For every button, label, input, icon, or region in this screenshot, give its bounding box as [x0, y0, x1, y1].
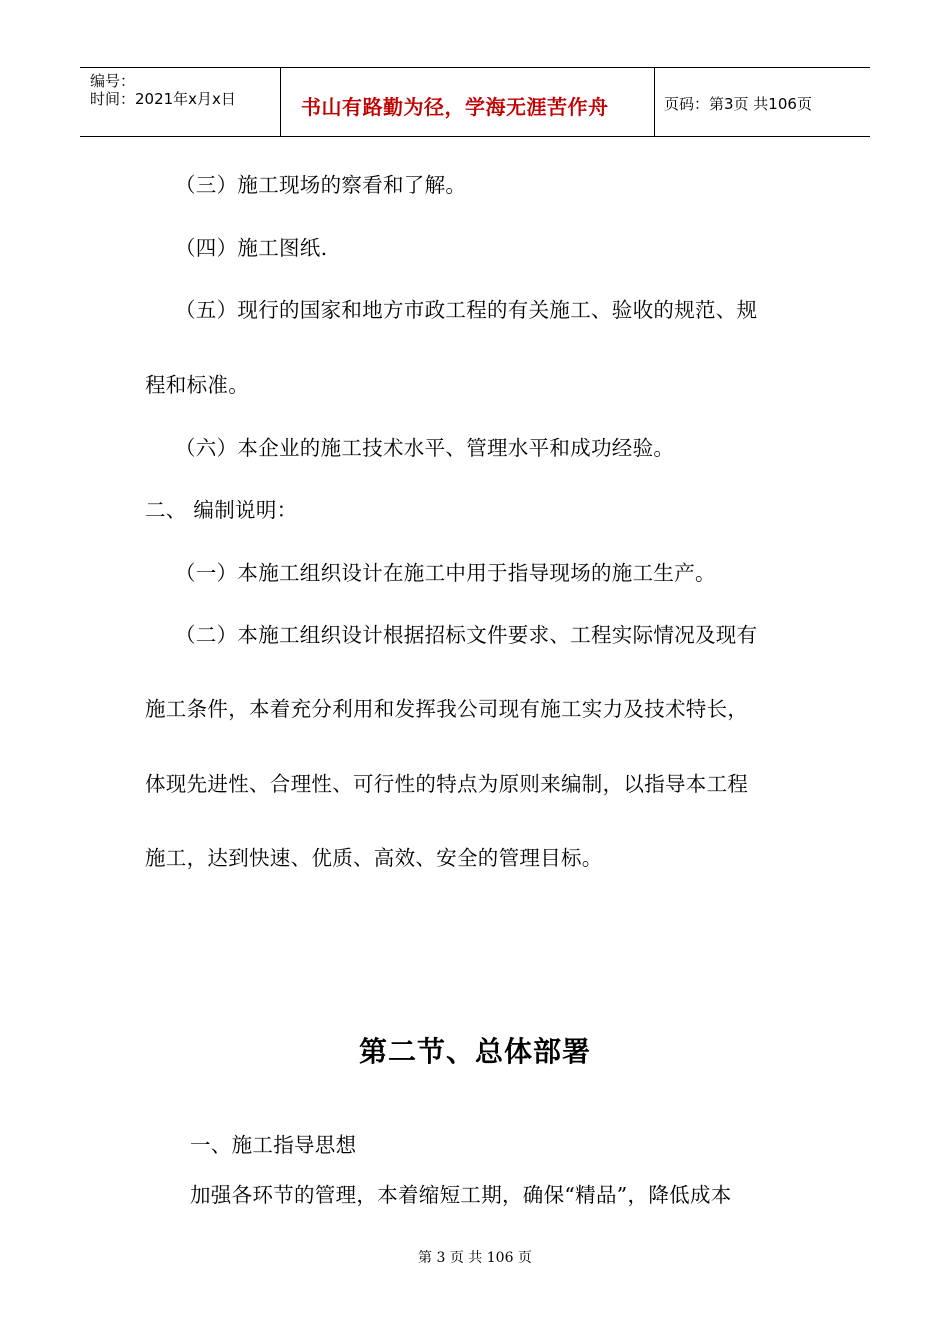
paragraph-enterprise-level: （六）本企业的施工技术水平、管理水平和成功经验。	[175, 436, 675, 460]
paragraph-note-two: （二）本施工组织设计根据招标文件要求、工程实际情况及现有	[175, 623, 758, 647]
section-title: 第二节、总体部署	[358, 1035, 591, 1068]
document-date-label: 时间：2021年x月x日	[90, 90, 236, 108]
heading-compilation-notes: 二、 编制说明：	[145, 498, 298, 522]
header-motto-cell	[280, 68, 655, 136]
document-number-label: 编号：	[90, 72, 136, 90]
paragraph-regulations: （五）现行的国家和地方市政工程的有关施工、验收的规范、规	[175, 298, 758, 322]
paragraph-site-inspection: （三）施工现场的察看和了解。	[175, 173, 467, 197]
paragraph-note-two-cont-1: 施工条件，本着充分利用和发挥我公司现有施工实力及技术特长，	[145, 697, 749, 721]
page-header	[80, 67, 870, 137]
paragraph-note-two-cont-2: 体现先进性、合理性、可行性的特点为原则来编制，以指导本工程	[145, 772, 749, 796]
page-footer: 第 3 页 共 106 页	[418, 1250, 532, 1266]
paragraph-note-one: （一）本施工组织设计在施工中用于指导现场的施工生产。	[175, 561, 716, 585]
header-info-cell	[80, 68, 280, 136]
header-page-cell	[655, 68, 870, 136]
paragraph-guiding-idea: 加强各环节的管理，本着缩短工期，确保“精品”，降低成本	[190, 1183, 732, 1207]
paragraph-regulations-cont: 程和标准。	[145, 373, 249, 397]
paragraph-note-two-cont-3: 施工，达到快速、优质、高效、安全的管理目标。	[145, 846, 603, 870]
subheading-guiding-idea: 一、施工指导思想	[190, 1133, 357, 1157]
header-motto: 书山有路勤为径，学海无涯苦作舟	[301, 95, 609, 119]
header-page-code: 页码：第3页 共106页	[664, 95, 812, 113]
paragraph-drawings: （四）施工图纸.	[175, 236, 328, 260]
